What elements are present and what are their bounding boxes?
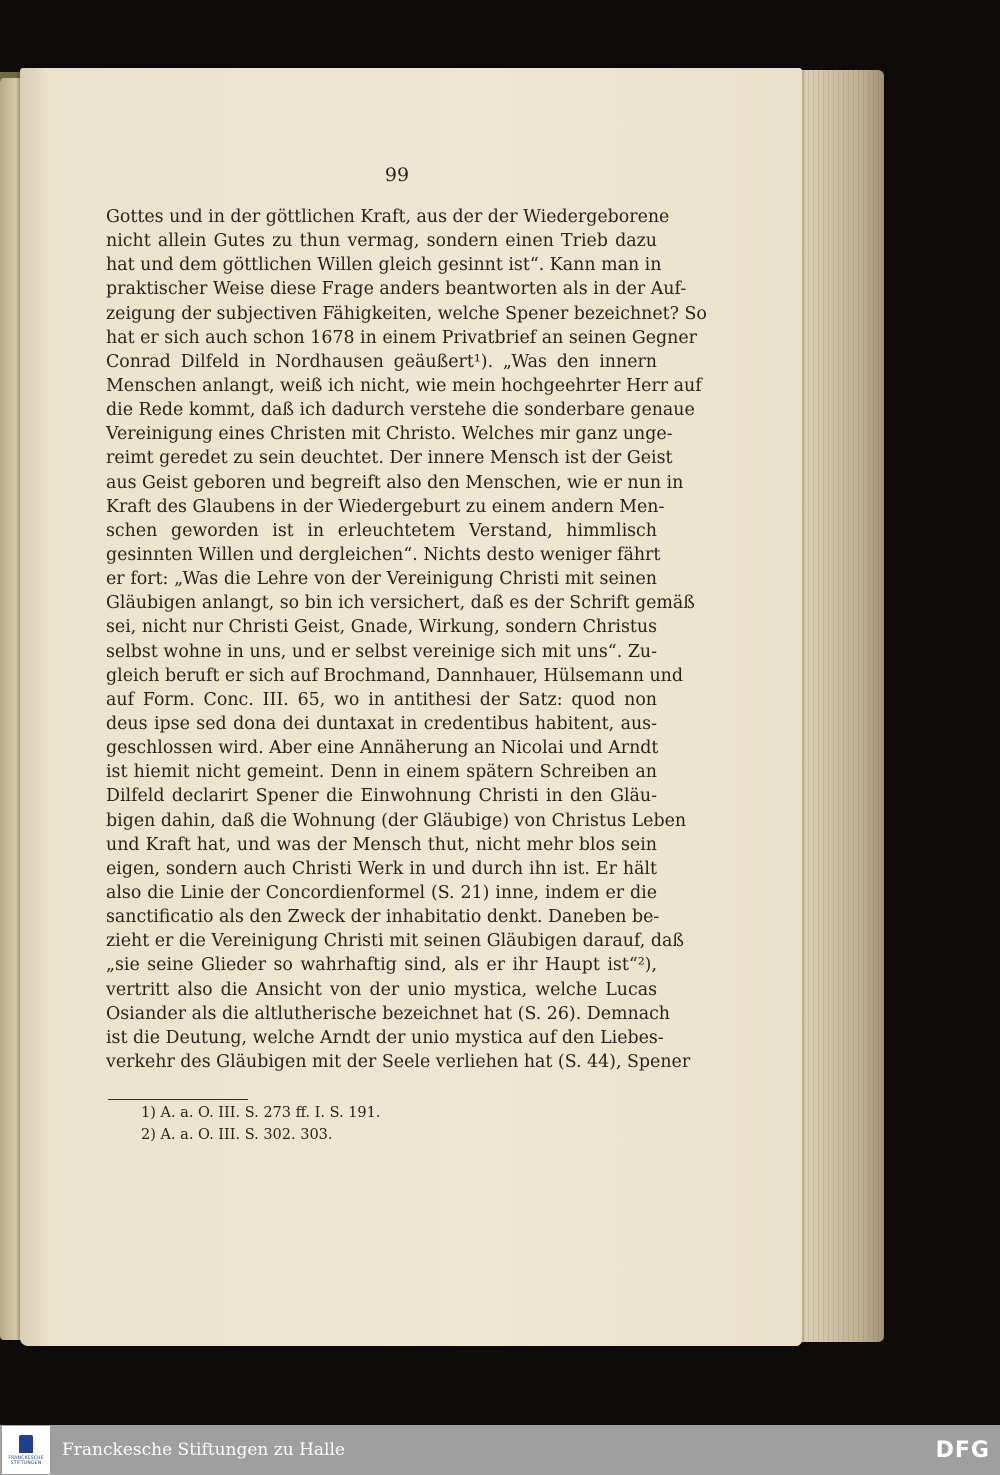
text-line: sei, nicht nur Christi Geist, Gnade, Wirkung, sondern Christus [106, 617, 657, 638]
text-line: und Kraft hat, und was der Mensch thut, nicht mehr blos sein [106, 834, 657, 855]
text-line: Kraft des Glaubens in der Wiedergeburt zu einem andern Men- [106, 496, 665, 517]
text-line: deus ipse sed dona dei duntaxat in credentibus habitent, aus- [106, 713, 657, 734]
text-line: nicht allein Gutes zu thun vermag, sondern einen Trieb dazu [106, 231, 657, 252]
text-line: reimt geredet zu sein deuchtet. Der innere Mensch ist der Geist [106, 448, 673, 469]
footnote: 2) A. a. O. III. S. 302. 303. [141, 1127, 333, 1143]
text-line: Vereinigung eines Christen mit Christo. Welches mir ganz unge- [106, 424, 673, 445]
text-line: praktischer Weise diese Frage anders beantworten als in der Auf- [106, 279, 687, 300]
text-line: also die Linie der Concordienformel (S. 21) inne, indem er die [106, 882, 657, 903]
footer-bar [0, 1425, 1000, 1475]
text-line: bigen dahin, daß die Wohnung (der Gläubige) von Christus Leben [106, 810, 687, 831]
footnote-rule [108, 1099, 248, 1100]
footnotes [141, 1102, 381, 1146]
text-line: Menschen anlangt, weiß ich nicht, wie mein hochgeehrter Herr auf [106, 375, 702, 396]
text-line: hat er sich auch schon 1678 in einem Privatbrief an seinen Gegner [106, 327, 697, 348]
text-line: zieht er die Vereinigung Christi mit seinen Gläubigen darauf, daß [106, 931, 684, 952]
franckesche-logo[interactable] [2, 1426, 50, 1474]
text-line: ist die Deutung, welche Arndt der unio mystica auf den Liebes- [106, 1027, 664, 1048]
logo-text: FRANCKESCHE STIFTUNGEN [8, 1455, 44, 1466]
footer-title[interactable]: Franckesche Stiftungen zu Halle [62, 1440, 345, 1460]
text-line: verkehr des Gläubigen mit der Seele verliehen hat (S. 44), Spener [106, 1051, 691, 1072]
text-line: hat und dem göttlichen Willen gleich gesinnt ist“. Kann man in [106, 255, 662, 276]
text-line: auf Form. Conc. III. 65, wo in antithesi der Satz: quod non [106, 689, 657, 710]
dfg-logo[interactable]: DFG [935, 1437, 990, 1463]
text-line: aus Geist geboren und begreift also den Menschen, wie er nun in [106, 472, 684, 493]
text-line: gesinnten Willen und dergleichen“. Nichts desto weniger fährt [106, 544, 661, 565]
text-line: Gläubigen anlangt, so bin ich versichert, daß es der Schrift gemäß [106, 593, 695, 614]
text-line: zeigung der subjectiven Fähigkeiten, welche Spener bezeichnet? So [106, 303, 707, 324]
page-block-edge [788, 70, 884, 1342]
text-line: geschlossen wird. Aber eine Annäherung an Nicolai und Arndt [106, 738, 659, 759]
text-line: Gottes und in der göttlichen Kraft, aus der der Wiedergeborene [106, 207, 670, 227]
text-line: Osiander als die altlutherische bezeichnet hat (S. 26). Demnach [106, 1003, 671, 1024]
book-page [20, 68, 802, 1346]
text-line: ist hiemit nicht gemeint. Denn in einem spätern Schreiben an [106, 762, 657, 783]
text-line: selbst wohne in uns, und er selbst vereinige sich mit uns“. Zu- [106, 641, 657, 662]
building-icon [19, 1435, 33, 1453]
text-line: sanctificatio als den Zweck der inhabitatio denkt. Daneben be- [106, 907, 660, 928]
page-number: 99 [384, 164, 410, 186]
text-line: Conrad Dilfeld in Nordhausen geäußert¹). „Was den innern [106, 351, 657, 372]
text-line: gleich beruft er sich auf Brochmand, Dannhauer, Hülsemann und [106, 665, 683, 686]
text-line: schen geworden ist in erleuchtetem Verstand, himmlisch [106, 520, 657, 541]
text-line: die Rede kommt, daß ich dadurch verstehe die sonderbare genaue [106, 400, 695, 421]
footnote: 1) A. a. O. III. S. 273 ff. I. S. 191. [141, 1105, 381, 1121]
text-line: „sie seine Glieder so wahrhaftig sind, als er ihr Haupt ist“²), [106, 955, 657, 976]
body-text [106, 205, 707, 1074]
text-line: eigen, sondern auch Christi Werk in und durch ihn ist. Er hält [106, 858, 657, 879]
text-line: er fort: „Was die Lehre von der Vereinigung Christi mit seinen [106, 569, 657, 590]
text-line: Dilfeld declarirt Spener die Einwohnung Christi in den Gläu- [106, 786, 657, 807]
text-line: vertritt also die Ansicht von der unio mystica, welche Lucas [106, 979, 657, 1000]
